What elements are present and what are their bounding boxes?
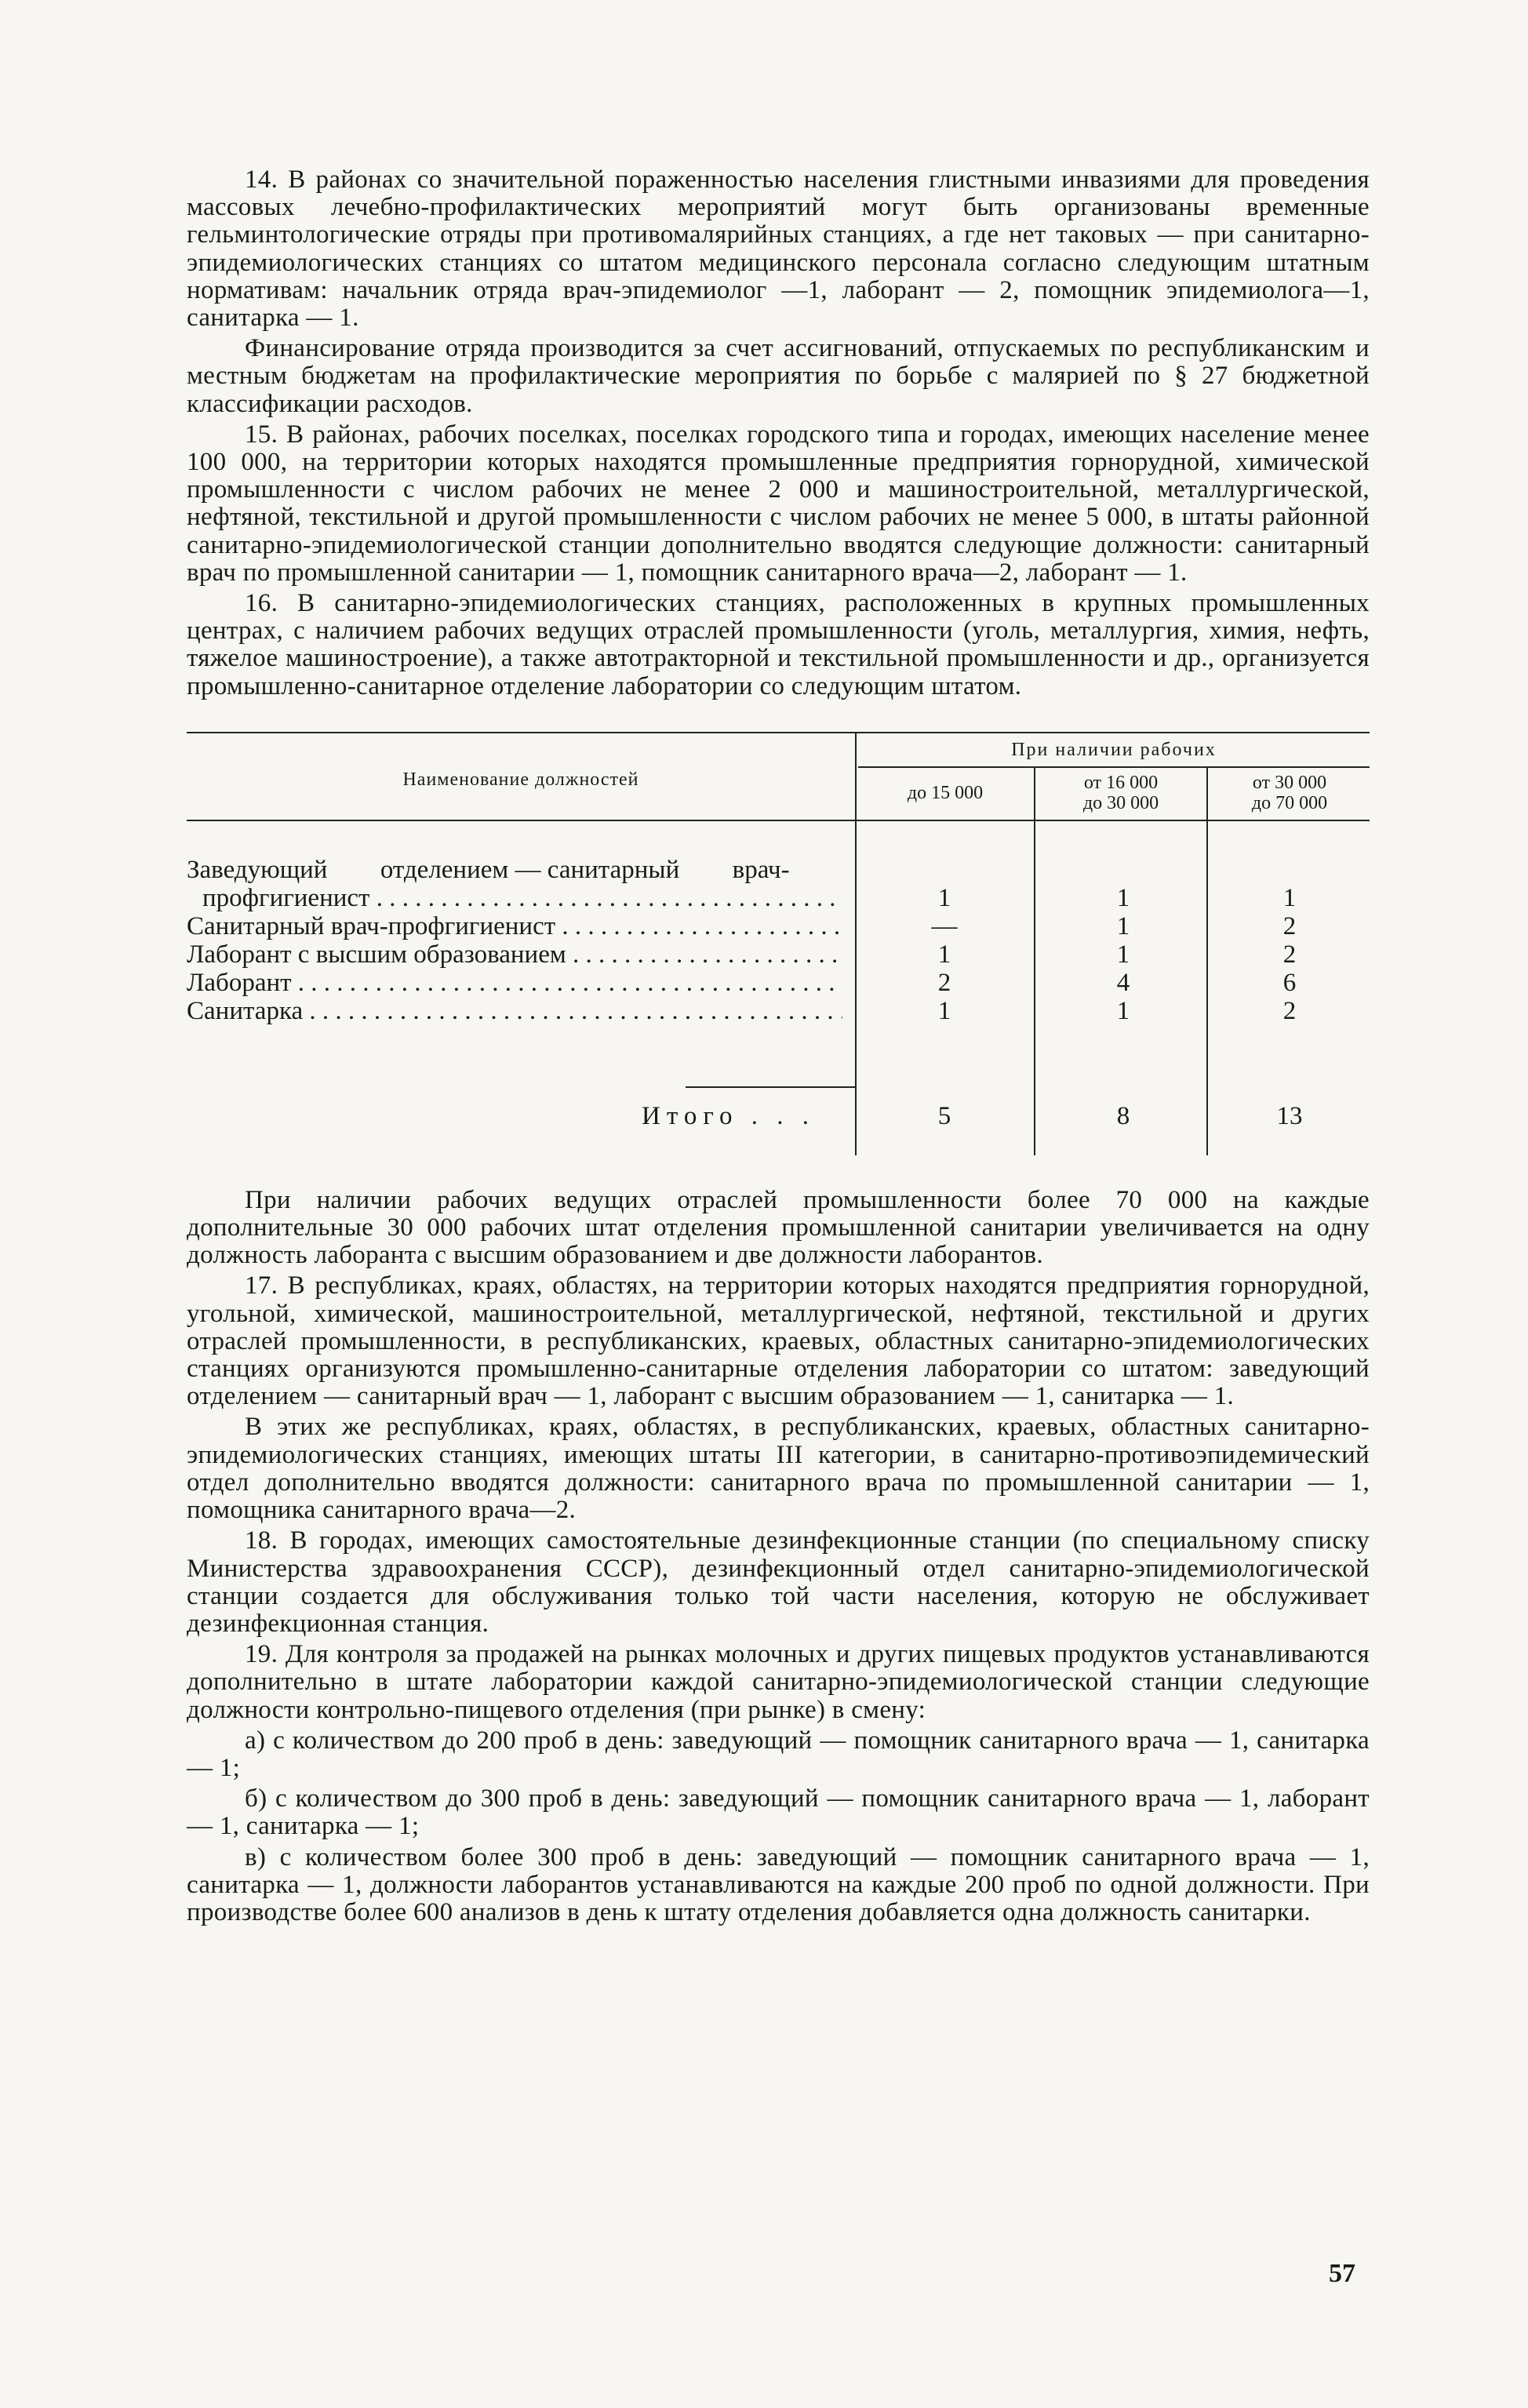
paragraph-16: 16. В санитарно-эпидемиологических станциях, расположенных в крупных промышленных центрах, с наличием рабочих ведущих отраслей промышленности (уголь, металлургия, химия, нефть, тяжелое машиностроение), а также автотракторной и текстильной промышленности и др., организуется промышленно-санитарное отделение лаборатории со следующим штатом. [187,589,1370,700]
row-value-col-1: 1 [937,883,951,912]
row-value-col-1: 1 [937,940,951,969]
table-total-row [187,1100,1370,1132]
col-2-label-line1: от 16 000 [1083,772,1159,793]
row-value-col-2: 1 [1116,883,1130,912]
table-rows [187,856,1370,1025]
table-total-rule [686,1086,855,1088]
paragraph-19c: в) с количеством более 300 проб в день: заведующий — помощник санитарного врача — 1, санитарка — 1, должности лаборантов устанавливаются на каждые 200 проб по одной должности. При производстве более 600 анализов в день к штату отделения добавляется одна должность санитарки. [187,1842,1370,1926]
row-value-col-1: 2 [937,968,951,997]
col-3-label-line1: от 30 000 [1252,772,1327,793]
paragraph-17: 17. В республиках, краях, областях, на территории которых находятся предприятия горнорудной, угольной, химической, машиностроительной, металлургической, нефтяной, текстильной и других отраслей промышленности, в республиканских, краевых, областных санитарно-эпидемиологических станциях организуются промышленно-санитарные отделения лаборатории со штатом: заведующий отделением — санитарный врач — 1, лаборант с высшим образованием — 1, санитарка — 1. [187,1271,1370,1411]
col-2-label-line2: до 30 000 [1082,792,1159,813]
row-value-col-2: 1 [1116,911,1130,940]
table-row [187,912,1370,940]
row-value-col-1: 1 [937,996,951,1025]
row-name: Лаборант с высшим образованием . . . [187,940,842,969]
paragraph-extra-staff: При наличии рабочих ведущих отраслей промышленности более 70 000 на каждые дополнительные 30 000 рабочих штат отделения промышленной санитарии увеличивается на одну должность лаборанта с высшим образованием и две должности лаборантов. [187,1185,1370,1270]
paragraph-15: 15. В районах, рабочих поселках, поселках городского типа и городах, имеющих население менее 100 000, на территории которых находятся промышленные предприятия горнорудной, химической промышленности с числом рабочих не менее 2 000 и машиностроительной, металлургической, нефтяной, текстильной и другой промышленности с числом рабочих не менее 5 000, в штаты районной санитарно-эпидемиологической станции дополнительно вводятся следующие должности: санитарный врач по промышленной санитарии — 1, помощник санитарного врача—2, лаборант — 1. [187,420,1370,587]
row-name [187,856,842,884]
row-value-col-1: — [931,911,958,940]
table-header-group: При наличии рабочих [1011,740,1217,761]
row-name: Лаборант . . . [187,969,842,997]
paragraph-19: 19. Для контроля за продажей на рынках молочных и других пищевых продуктов устанавливаются дополнительно в штате лаборатории каждой санитарно-эпидемиологической станции следующие должности контрольно-пищевого отделения (при рынке) в смену: [187,1640,1370,1724]
table-row [187,969,1370,997]
row-value-col-3: 6 [1282,968,1297,997]
total-col-3: 13 [1276,1101,1303,1130]
total-col-1: 5 [937,1101,951,1130]
row-name: Санитарка . . . [187,997,842,1025]
paragraph-17-cont: В этих же республиках, краях, областях, в республиканских, краевых, областных санитарно-эпидемиологических станциях, имеющих штаты III категории, в санитарно-противоэпидемический отдел дополнительно вводятся должности: санитарного врача по промышленной санитарии — 1, помощника санитарного врача—2. [187,1413,1370,1525]
row-value-col-3: 2 [1282,996,1297,1025]
row-value-col-2: 1 [1116,940,1130,969]
table-row [187,997,1370,1025]
col-1-label: до 15 000 [907,782,984,803]
row-value-col-3: 2 [1282,940,1297,969]
col-3-label-line2: до 70 000 [1251,792,1328,813]
paragraph-19b: б) с количеством до 300 проб в день: заведующий — помощник санитарного врача — 1, лаборант — 1, санитарка — 1; [187,1784,1370,1841]
row-value-col-3: 1 [1282,883,1297,912]
table-header-col-2 [1037,768,1205,818]
table-header-col-1 [858,768,1032,818]
paragraph-financing: Финансирование отряда производится за счет ассигнований, отпускаемых по республиканским и местным бюджетам на профилактические мероприятия по борьбе с малярией по § 27 бюджетной классификации расходов. [187,334,1370,418]
table-header-col-3 [1210,768,1370,818]
row-value-col-2: 4 [1116,968,1130,997]
page-body [187,166,1370,1926]
row-value-col-3: 2 [1282,911,1297,940]
row-name-part: врач- [732,855,790,884]
total-col-2: 8 [1116,1101,1130,1130]
page-number: 57 [1329,2259,1355,2288]
total-label: Итого . . . [642,1101,816,1130]
table-header-rule [187,820,1370,821]
table-header-position: Наименование должностей [402,769,639,791]
paragraph-19a: а) с количеством до 200 проб в день: заведующий — помощник санитарного врача — 1, санитарка — 1; [187,1726,1370,1782]
row-name-part: Заведующий [187,855,328,884]
table-row [187,940,1370,969]
table-row [187,884,1370,912]
paragraph-18: 18. В городах, имеющих самостоятельные дезинфекционные станции (по специальному списку Министерства здравоохранения СССР), дезинфекционный отдел санитарно-эпидемиологической станции создается для обслуживания только той части населения, которую не обслуживает дезинфекционная станция. [187,1526,1370,1638]
row-name-part: отделением — санитарный [380,855,680,884]
row-name: Санитарный врач-профгигиенист . . . [187,912,842,940]
row-name: профгигиенист . . . [187,884,842,912]
table-row [187,856,1370,884]
staff-table [187,732,1370,1155]
paragraph-14: 14. В районах со значительной пораженностью населения глистными инвазиями для проведения массовых лечебно-профилактических мероприятий могут быть организованы временные гельминтологические отряды при противомалярийных станциях, а где нет таковых — при санитарно-эпидемиологических станциях со штатом медицинского персонала согласно следующим штатным нормативам: начальник отряда врач-эпидемиолог —1, лаборант — 2, помощник эпидемиолога—1, санитарка — 1. [187,166,1370,333]
table-top-rule [187,732,1370,733]
row-value-col-2: 1 [1116,996,1130,1025]
